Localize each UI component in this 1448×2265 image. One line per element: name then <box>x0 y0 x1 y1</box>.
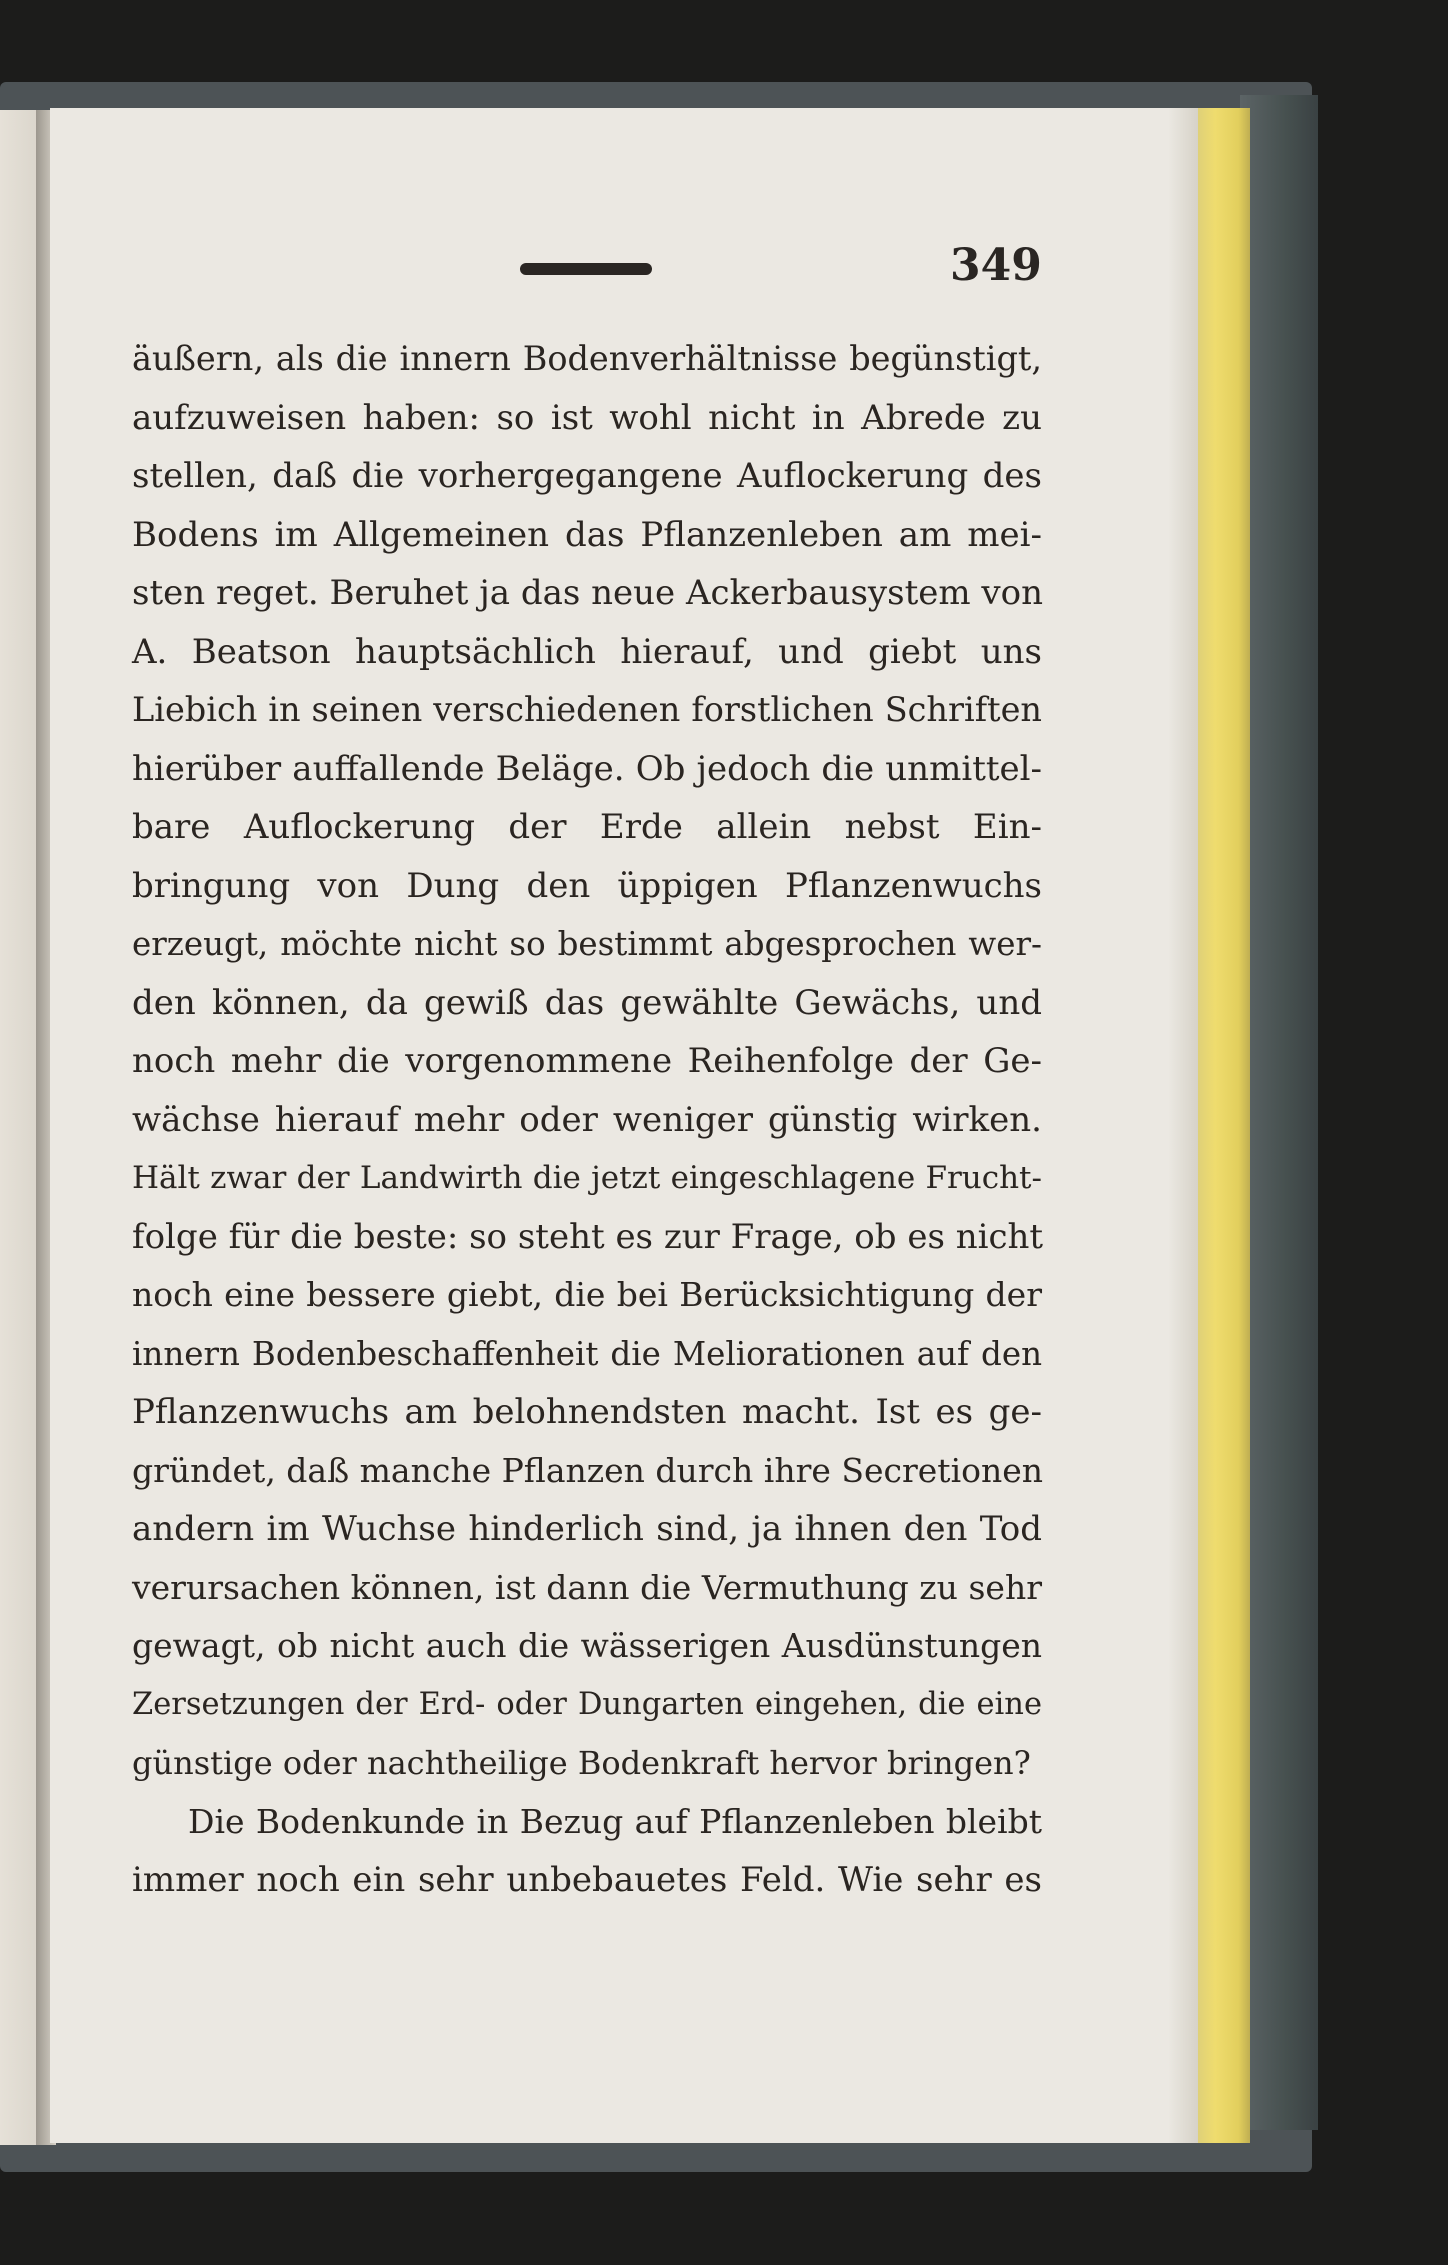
text-line: noch mehr die vorgenommene Reihenfolge der Ge- <box>132 1041 1042 1081</box>
text-line: verursachen können, ist dann die Vermuthung zu sehr <box>132 1567 1042 1607</box>
text-line: aufzuweisen haben: so ist wohl nicht in Abrede zu <box>132 397 1042 438</box>
page-number: 349 <box>950 240 1042 291</box>
text-line: sten reget. Beruhet ja das neue Ackerbausystem von <box>132 573 1043 613</box>
text-line: innern Bodenbeschaffenheit die Meliorationen auf den <box>132 1334 1042 1373</box>
text-line: Hält zwar der Landwirth die jetzt eingeschlagene Frucht- <box>132 1160 1042 1196</box>
text-line: erzeugt, möchte nicht so bestimmt abgesprochen wer- <box>132 925 1042 963</box>
text-line: gewagt, ob nicht auch die wässerigen Ausdünstungen <box>132 1626 1042 1665</box>
text-line: stellen, daß die vorhergegangene Auflockerung des <box>132 456 1042 496</box>
text-line: A. Beatson hauptsächlich hierauf, und giebt uns <box>132 631 1042 672</box>
text-line: Zersetzungen der Erd- oder Dungarten eingehen, die eine <box>132 1686 1042 1722</box>
page-edge <box>1192 108 1250 2143</box>
text-line: bringung von Dung den üppigen Pflanzenwuchs <box>132 865 1042 906</box>
body-text <box>132 330 1042 1910</box>
text-line: hierüber auffallende Beläge. Ob jedoch die unmittel- <box>132 748 1042 789</box>
text-line: günstige oder nachtheilige Bodenkraft hervor bringen? <box>132 1744 1031 1782</box>
text-line: Die Bodenkunde in Bezug auf Pflanzenleben bleibt <box>188 1801 1042 1841</box>
text-line: gründet, daß manche Pflanzen durch ihre Secretionen <box>132 1450 1044 1490</box>
header-ornament-rule <box>520 263 652 275</box>
text-line: Bodens im Allgemeinen das Pflanzenleben am mei- <box>132 514 1042 555</box>
text-line: noch eine bessere giebt, die bei Berücksichtigung der <box>132 1275 1042 1314</box>
text-line: wächse hierauf mehr oder weniger günstig wirken. <box>132 1099 1042 1140</box>
text-line: folge für die beste: so steht es zur Frage, ob es nicht <box>132 1216 1044 1257</box>
text-line: Liebich in seinen verschiedenen forstlichen Schriften <box>132 690 1042 729</box>
text-line: Pflanzenwuchs am belohnendsten macht. Ist es ge- <box>132 1392 1042 1432</box>
cover-edge <box>1240 95 1318 2130</box>
text-line: äußern, als die innern Bodenverhältnisse begünstigt, <box>132 339 1042 378</box>
text-line: andern im Wuchse hinderlich sind, ja ihnen den Tod <box>132 1509 1042 1549</box>
text-line: bare Auflockerung der Erde allein nebst Ein- <box>132 807 1042 847</box>
text-line: immer noch ein sehr unbebauetes Feld. Wie sehr es <box>132 1860 1042 1900</box>
text-line: den können, da gewiß das gewählte Gewächs, und <box>132 982 1042 1023</box>
